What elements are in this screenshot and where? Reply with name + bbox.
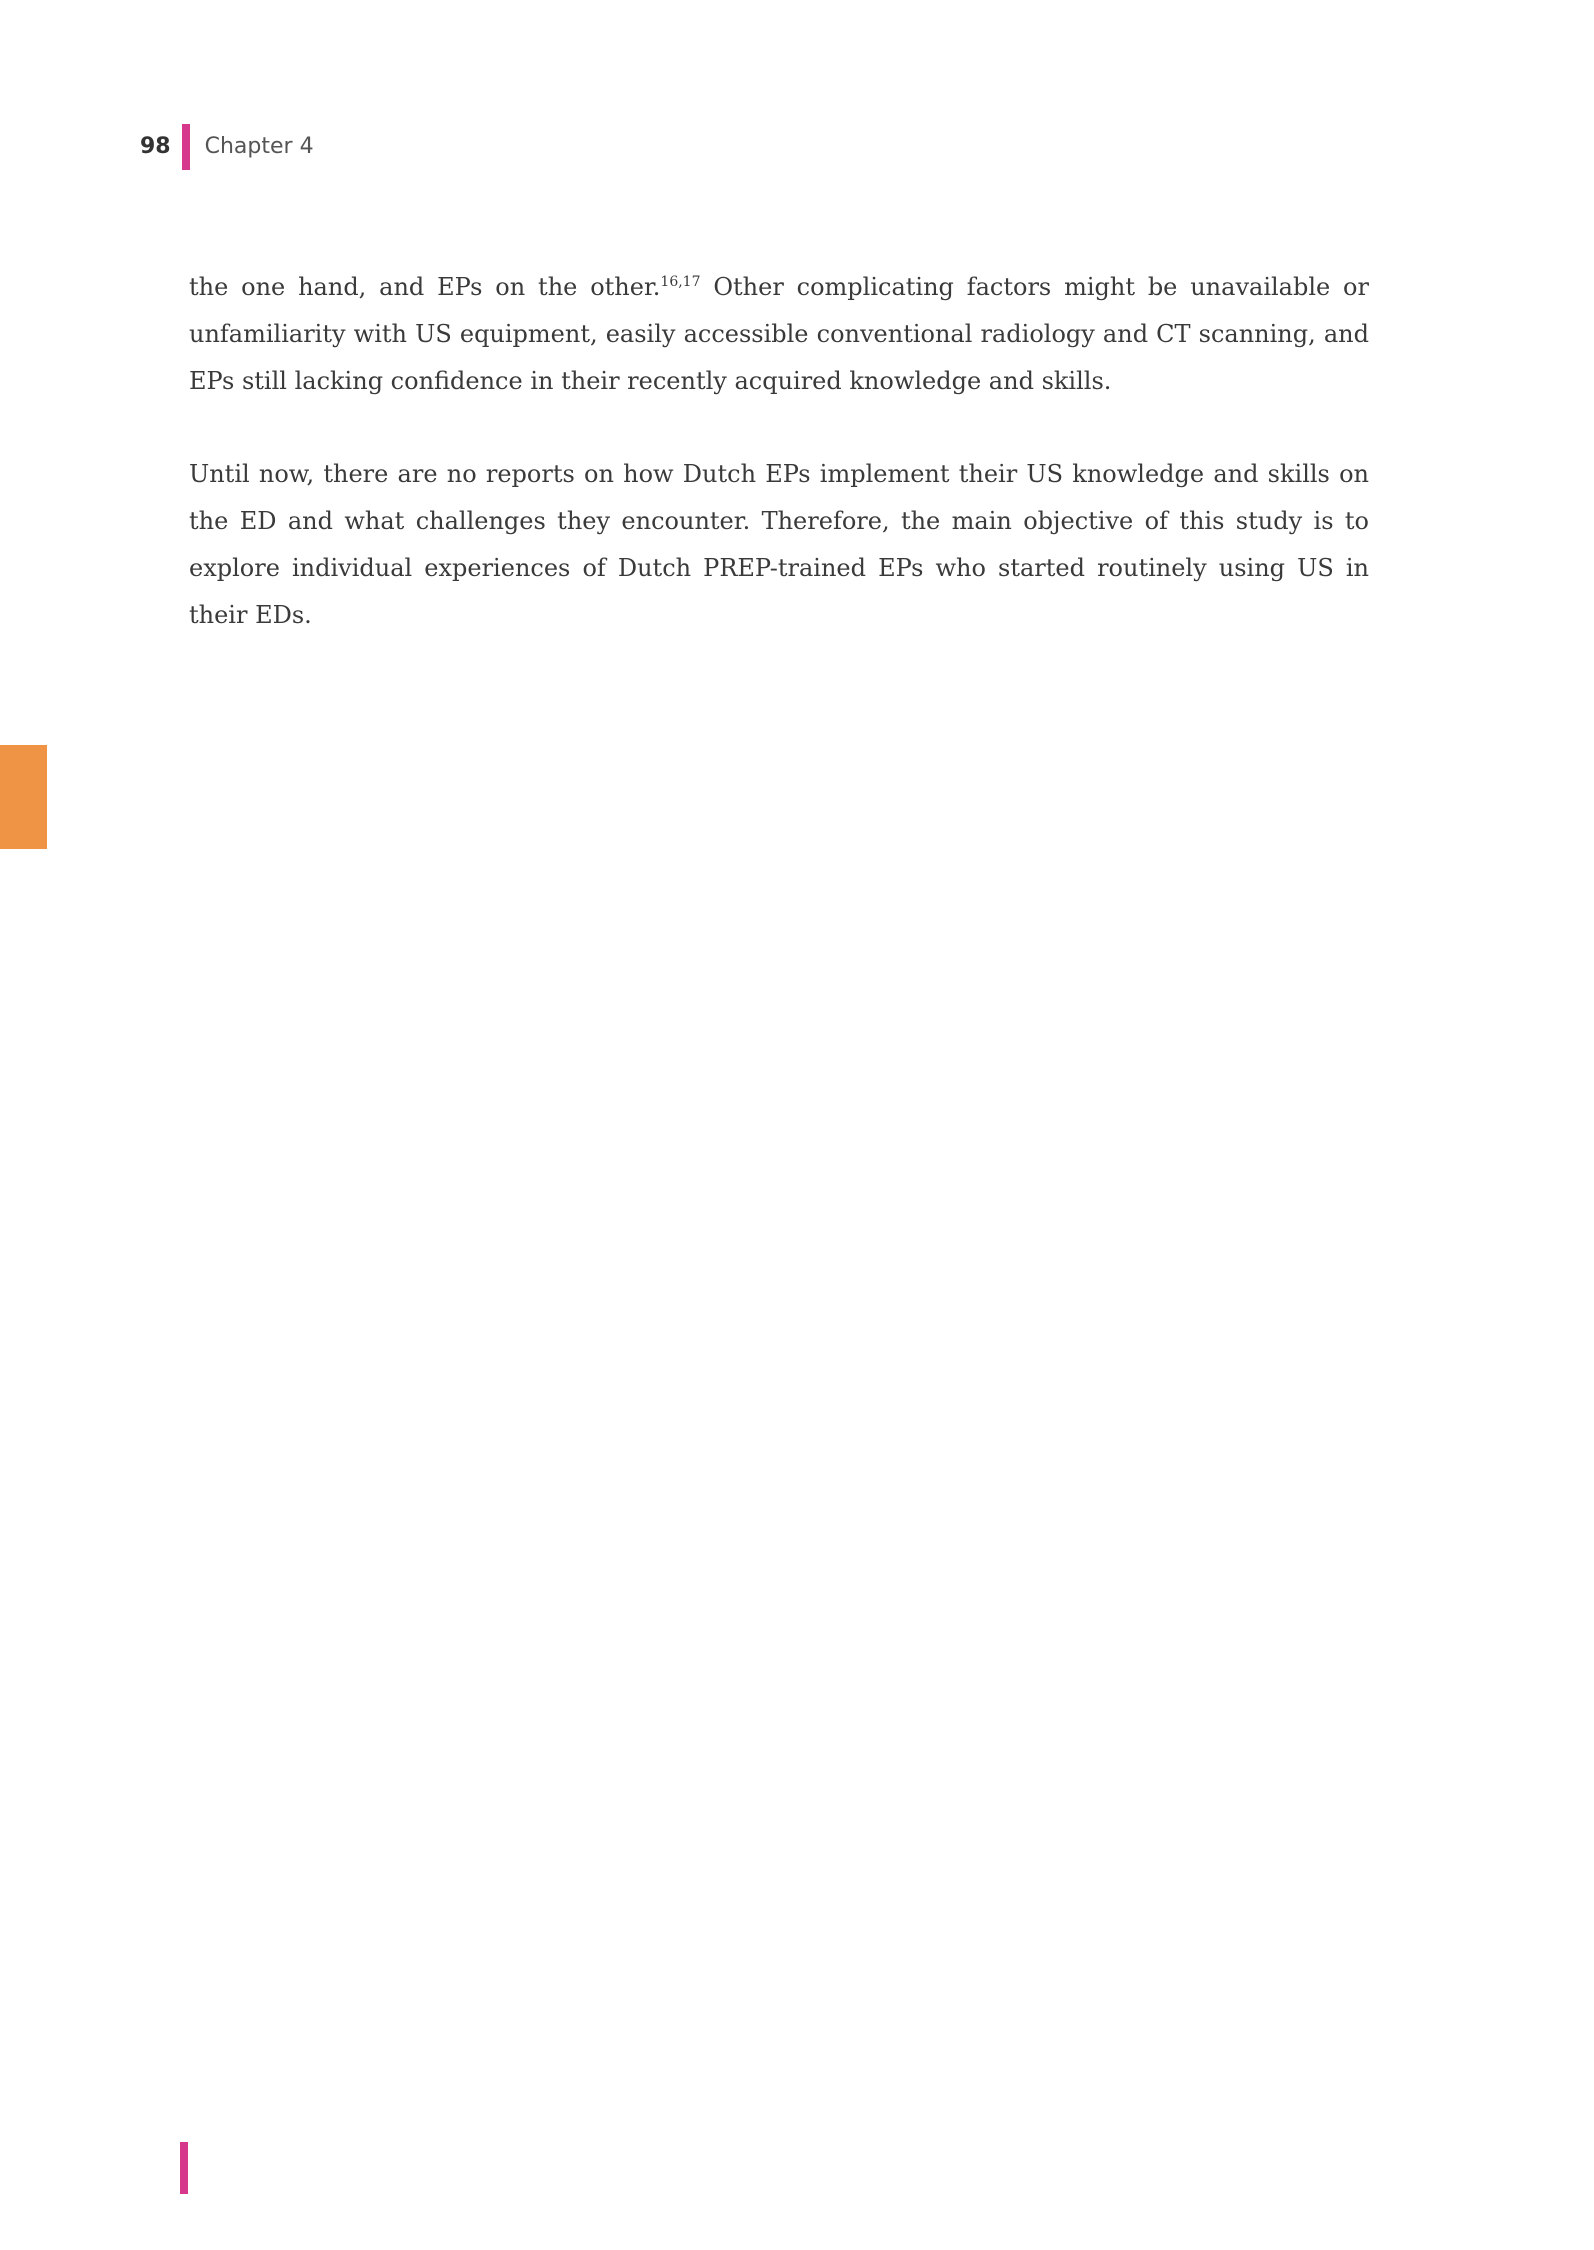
- paragraph-1-rest: Other complicating factors might be unavailable or unfamiliarity with US equipment, easily accessible conventional radiology and CT scanning, and EPs still lacking confidence in their recently acquired knowledge and skills.: [189, 273, 1369, 395]
- footer-accent-bar: [180, 2142, 188, 2194]
- chapter-side-tab: [0, 745, 47, 849]
- paragraph-2: Until now, there are no reports on how Dutch EPs implement their US knowledge and skills on the ED and what challenges they encounter. Therefore, the main objective of this study is to explore individual experiences of Dutch PREP-trained EPs who started routinely using US in their EDs.: [189, 460, 1369, 629]
- paragraph-1-start: the one hand, and EPs on the other.: [189, 273, 661, 301]
- page-number: 98: [140, 134, 171, 159]
- body-text: [189, 264, 1369, 639]
- running-header: [140, 124, 314, 170]
- paragraph-1: [189, 264, 1369, 405]
- citation-superscript: 16,17: [660, 274, 701, 290]
- chapter-label: Chapter 4: [204, 134, 314, 159]
- header-accent-bar: [182, 124, 190, 170]
